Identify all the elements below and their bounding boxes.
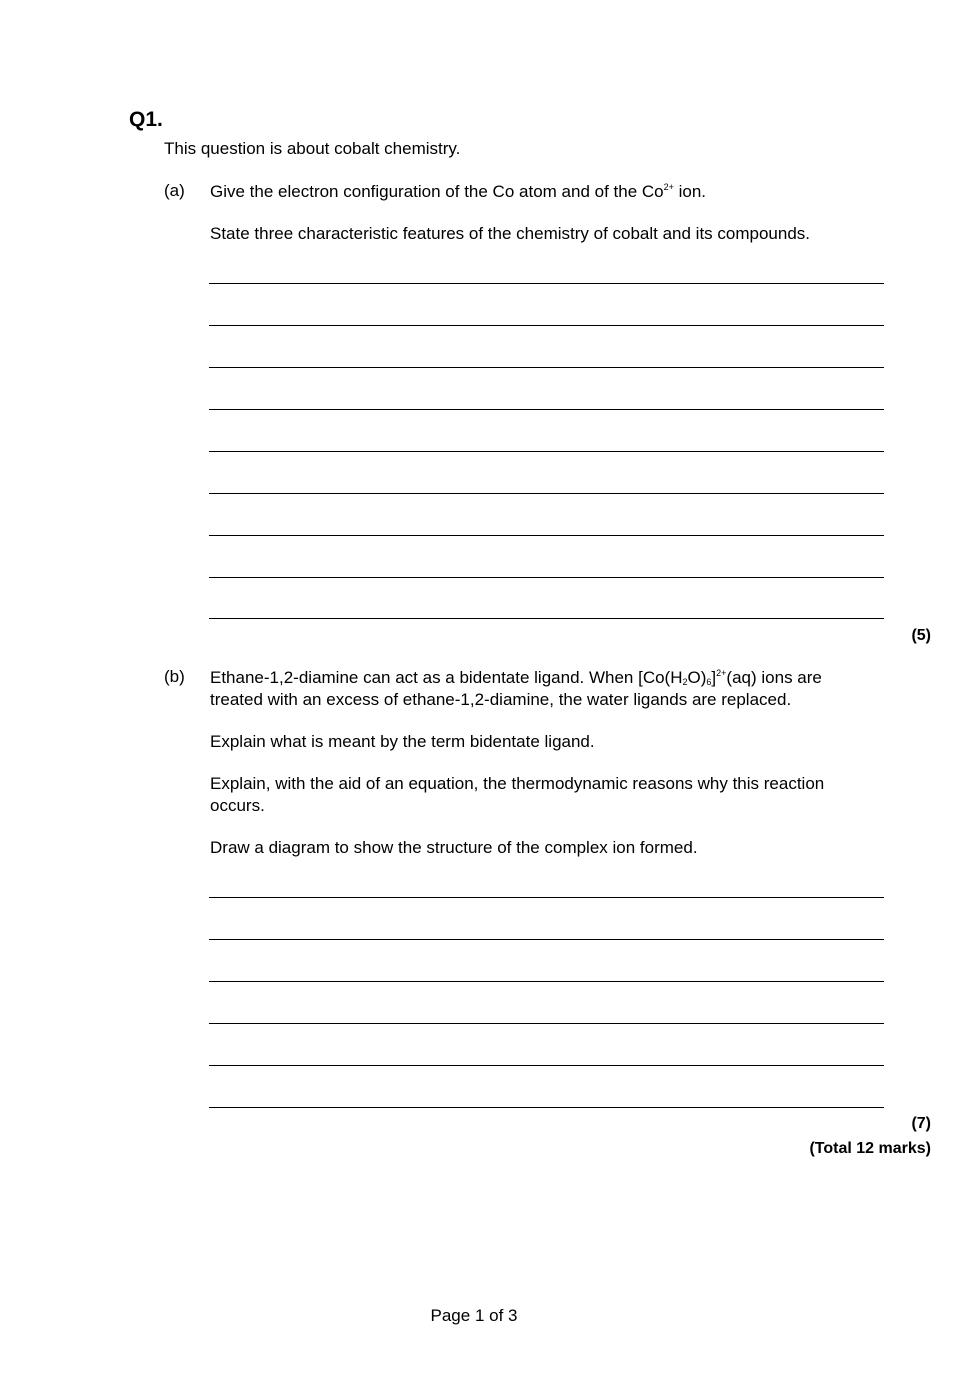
question-number: Q1. xyxy=(129,108,163,131)
part-b-paragraph-3: Explain, with the aid of an equation, the thermodynamic reasons why this reaction occurs. xyxy=(210,774,825,815)
part-b-p1-suffix: (aq) ions are treated with an excess of ethane-1,2-diamine, the water ligands are replaced. xyxy=(210,668,822,709)
part-a-line1-text: Give the electron configuration of the Co atom and of the Co xyxy=(210,182,664,201)
part-a-instruction-1 xyxy=(210,181,890,203)
part-b-p1-bracket: ] xyxy=(711,668,717,687)
answer-line-a2[interactable] xyxy=(209,325,884,326)
answer-line-b3[interactable] xyxy=(209,981,884,982)
part-b-paragraph-2: Explain what is meant by the term bidentate ligand. xyxy=(210,732,595,751)
answer-line-b6[interactable] xyxy=(209,1107,884,1108)
part-b-p1-mid: O) xyxy=(687,668,707,687)
part-a-instruction-2: State three characteristic features of the chemistry of cobalt and its compounds. xyxy=(210,224,811,243)
ligand-count-subscript: 6 xyxy=(706,677,712,687)
answer-line-b5[interactable] xyxy=(209,1065,884,1066)
answer-line-a6[interactable] xyxy=(209,493,884,494)
total-marks: (Total 12 marks) xyxy=(809,1140,931,1157)
answer-line-a5[interactable] xyxy=(209,451,884,452)
answer-line-a3[interactable] xyxy=(209,367,884,368)
part-a-label: (a) xyxy=(164,181,185,200)
cobalt-ion-charge: 2+ xyxy=(663,182,674,192)
part-b-paragraph-4: Draw a diagram to show the structure of the complex ion formed. xyxy=(210,838,698,857)
answer-line-b4[interactable] xyxy=(209,1023,884,1024)
answer-line-a7[interactable] xyxy=(209,535,884,536)
page-footer: Page 1 of 3 xyxy=(430,1306,518,1325)
complex-charge: 2+ xyxy=(716,668,727,678)
answer-line-a8[interactable] xyxy=(209,577,884,578)
part-b-marks: (7) xyxy=(911,1115,931,1132)
part-b-p1-text: Ethane-1,2-diamine can act as a bidentate ligand. When [Co(H xyxy=(210,668,683,687)
part-b-paragraph-1 xyxy=(210,667,878,711)
part-a-line1-suffix: ion. xyxy=(673,182,707,201)
answer-line-a9[interactable] xyxy=(209,618,884,619)
part-a-marks: (5) xyxy=(911,627,931,644)
answer-line-b2[interactable] xyxy=(209,939,884,940)
part-b-label: (b) xyxy=(164,667,185,686)
answer-line-b1[interactable] xyxy=(209,897,884,898)
answer-line-a1[interactable] xyxy=(209,283,884,284)
water-subscript: 2 xyxy=(682,677,688,687)
answer-line-a4[interactable] xyxy=(209,409,884,410)
question-intro: This question is about cobalt chemistry. xyxy=(164,139,461,158)
